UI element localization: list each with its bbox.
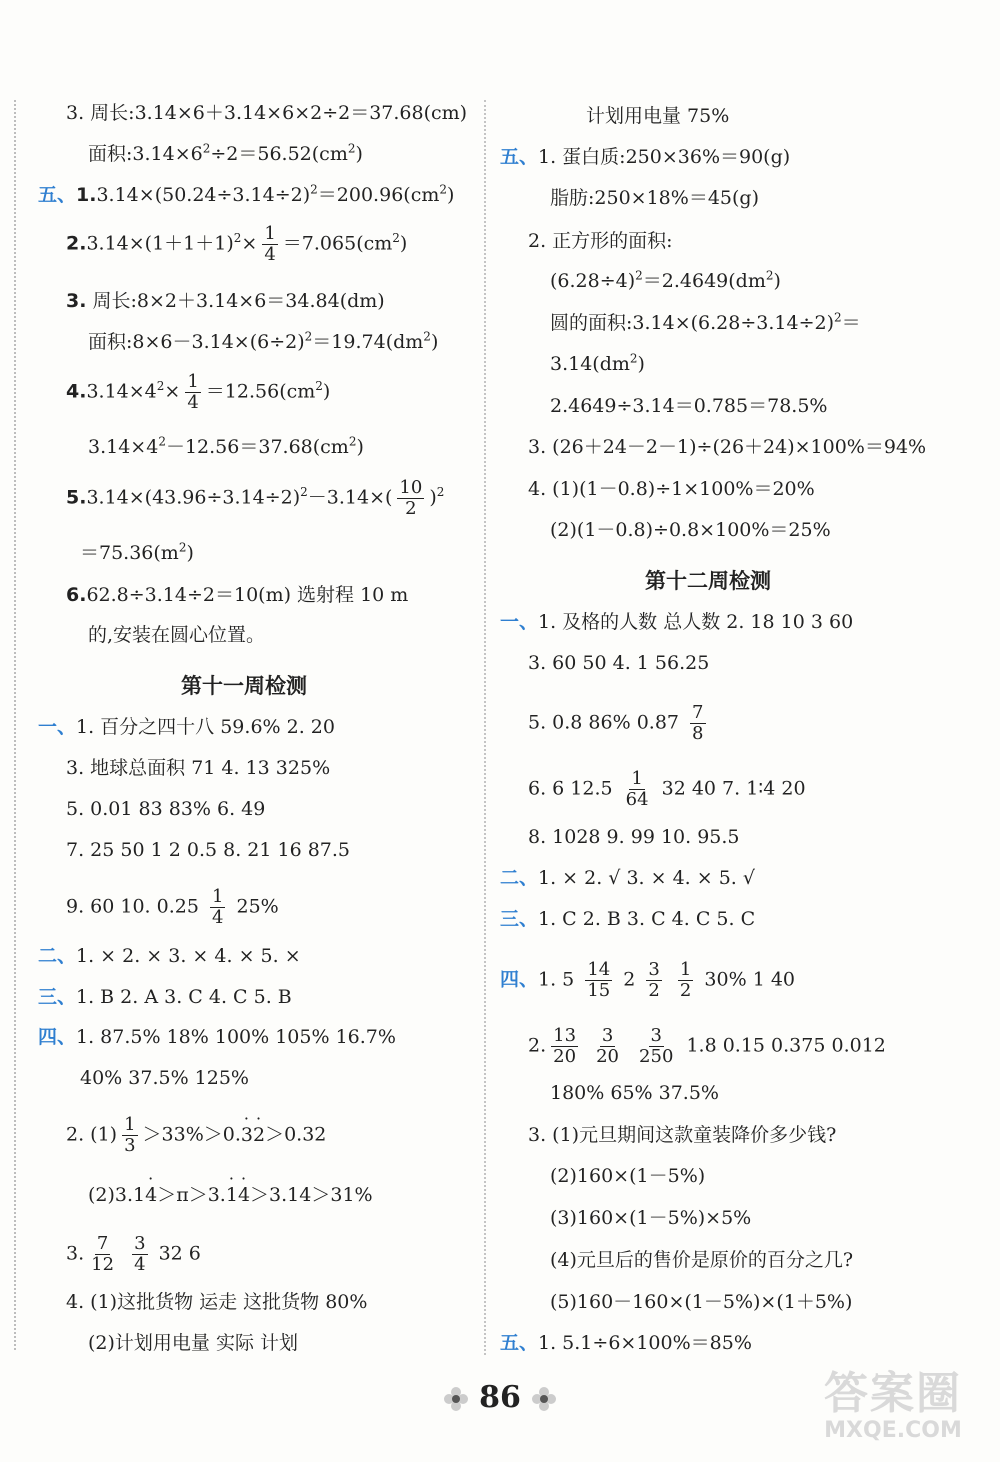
answer-line: 40% 37.5% 125% [80, 1067, 249, 1089]
answer-line: 三、1. C 2. B 3. C 4. C 5. C [500, 908, 756, 930]
answer-line: (5)160－160×(1－5%)×(1＋5%) [550, 1291, 853, 1313]
answer-line: 四、1. 87.5% 18% 100% 105% 16.7% [38, 1026, 396, 1048]
answer-line: $3.14(dm^2)$ [550, 351, 645, 375]
flower-icon [531, 1386, 557, 1412]
answer-line: (2)(1－0.8)÷0.8×100%＝25% [550, 519, 831, 541]
answer-line: 7. 25 50 1 2 0.5 8. 21 16 87.5 [66, 839, 351, 861]
margin-dotted-line [14, 100, 16, 1350]
answer-line: 四、1. 5 $\frac{14}{15}$ 2 $\frac{3}{2}$ $\frac{1}{2}$ 30% 1 40 [500, 959, 795, 1001]
answer-line: 6.62.8÷3.14÷2＝10(m) 选射程 10 m [66, 584, 409, 606]
answer-line: 面积$:8\times 6-3.14\times(6\div 2)^2=19.74(dm^2)$ [88, 329, 439, 353]
answer-line: 2. $\frac{13}{20}$ $\frac{3}{20}$ $\frac{3}{250}$ 1.8 0.15 0.375 0.012 [528, 1025, 886, 1067]
section-heading: 第十一周检测 [181, 674, 307, 698]
flower-icon [443, 1386, 469, 1412]
answer-line: 二、1. × 2. × 3. × 4. × 5. × [38, 945, 301, 967]
answer-line: 五、1. 5.1÷6×100%＝85% [500, 1332, 752, 1354]
answer-line: (2)3.1· 4＞π＞3.· 1· 4＞3.14＞31% [88, 1182, 373, 1208]
answer-line: $2.3.14\times(1+1+1)^2\times$ $\frac{1}{4}$ $=7.065(cm^2)$ [66, 223, 408, 265]
answer-line: 一、1. 百分之四十八 59.6% 2. 20 [38, 716, 335, 738]
answer-line: 一、1. 及格的人数 总人数 2. 18 10 3 60 [500, 611, 854, 633]
fraction: $\frac{3}{250}$ [639, 1025, 674, 1067]
answer-line: 9. 60 10. 0.25 $\frac{1}{4}$ 25% [66, 886, 279, 928]
fraction: $\frac{1}{3}$ [124, 1114, 136, 1156]
answer-line: 4. (1)(1－0.8)÷1×100%＝20% [528, 478, 815, 500]
page-number: 86 [479, 1380, 521, 1415]
answer-line: 2.4649÷3.14＝0.785＝78.5% [550, 395, 828, 417]
answer-line: $4.3.14\times 4^2\times$ $\frac{1}{4}$ $=12.56(cm^2)$ [66, 371, 331, 413]
answer-line: 五、1. 蛋白质:250×36%＝90(g) [500, 146, 791, 168]
answer-line: 2. (1) $\frac{1}{3}$ ＞33%＞0.· 3· 2＞0.32 [66, 1115, 326, 1156]
answer-line: 二、1. × 2. √ 3. × 4. × 5. √ [500, 867, 755, 889]
answer-line: 5. 0.01 83 83% 6. 49 [66, 798, 266, 820]
watermark-url: MXQE.COM [824, 1418, 962, 1443]
answer-line: 计划用电量 75% [586, 105, 730, 127]
answer-line: 圆的面积$:3.14\times(6.28\div 3.14\div 2)^2=$ [550, 310, 861, 334]
answer-line: 五、$1.3.14\times(50.24\div 3.14\div 2)^2=200.96(cm^2)$ [38, 182, 455, 206]
answer-line: (2)计划用电量 实际 计划 [88, 1332, 298, 1354]
fraction: $\frac{7}{12}$ [91, 1233, 115, 1275]
fraction: $\frac{1}{4}$ [212, 886, 224, 928]
answer-line: $5.3.14\times(43.96\div 3.14\div 2)^2-3.14\times$( $\frac{10}{2}$ )$^2$ [66, 477, 445, 519]
answer-line: 脂肪:250×18%＝45(g) [550, 187, 759, 209]
answer-line: 3. (26＋24－2－1)÷(26＋24)×100%＝94% [528, 436, 927, 458]
fraction: $\frac{14}{15}$ [587, 959, 611, 1001]
fraction: $\frac{1}{64}$ [625, 768, 649, 810]
answer-line: 3. 60 50 4. 1 56.25 [528, 652, 710, 674]
answer-line: $3.14\times 4^2-12.56=37.68(cm^2)$ [88, 434, 364, 458]
answer-line: (4)元旦后的售价是原价的百分之几? [550, 1249, 854, 1271]
answer-line: (3)160×(1－5%)×5% [550, 1207, 752, 1229]
fraction: $\frac{13}{20}$ [553, 1025, 577, 1067]
answer-line: 5. 0.8 86% 0.87 $\frac{7}{8}$ [528, 702, 704, 744]
fraction: $\frac{1}{2}$ [679, 959, 692, 1001]
answer-line: 4. (1)这批货物 运走 这批货物 80% [66, 1291, 368, 1313]
fraction: $\frac{3}{4}$ [134, 1233, 146, 1275]
answer-line: 三、1. B 2. A 3. C 4. C 5. B [38, 986, 292, 1008]
fraction: $\frac{3}{2}$ [648, 959, 660, 1001]
answer-line: 6. 6 12.5 $\frac{1}{64}$ 32 40 7. 1∶4 20 [528, 768, 806, 810]
answer-line: 3. 周长:8×2＋3.14×6＝34.84(dm) [66, 290, 385, 312]
answer-line: $=75.36(m^2)$ [80, 540, 194, 564]
answer-line: 8. 1028 9. 99 10. 95.5 [528, 826, 740, 848]
answer-line: 3. 地球总面积 71 4. 13 325% [66, 757, 331, 779]
answer-line: 面积$:3.14\times 6^2\div 2=56.52(cm^2)$ [88, 141, 363, 165]
answer-line: $(6.28\div 4)^2=2.4649(dm^2)$ [550, 268, 781, 292]
fraction: $\frac{1}{4}$ [187, 371, 199, 413]
answer-line: (2)160×(1－5%) [550, 1165, 706, 1187]
column-divider [484, 100, 486, 1355]
answer-line: 3. 周长:3.14×6＋3.14×6×2÷2＝37.68(cm) [66, 102, 468, 124]
fraction: $\frac{1}{4}$ [264, 223, 276, 265]
fraction: $\frac{3}{20}$ [596, 1025, 619, 1067]
answer-line: 3. (1)元旦期间这款童装降价多少钱? [528, 1124, 837, 1146]
fraction: $\frac{7}{8}$ [692, 702, 704, 744]
answer-line: 2. 正方形的面积: [528, 230, 673, 252]
answer-line: 的,安装在圆心位置。 [88, 624, 266, 646]
answer-line: 180% 65% 37.5% [550, 1082, 719, 1104]
watermark-logo: 答案圈 [824, 1368, 962, 1419]
answer-line: 3. $\frac{7}{12}$ $\frac{3}{4}$ 32 6 [66, 1233, 201, 1275]
watermark [808, 1370, 978, 1450]
fraction: $\frac{10}{2}$ [399, 477, 423, 519]
section-heading: 第十二周检测 [645, 569, 771, 593]
